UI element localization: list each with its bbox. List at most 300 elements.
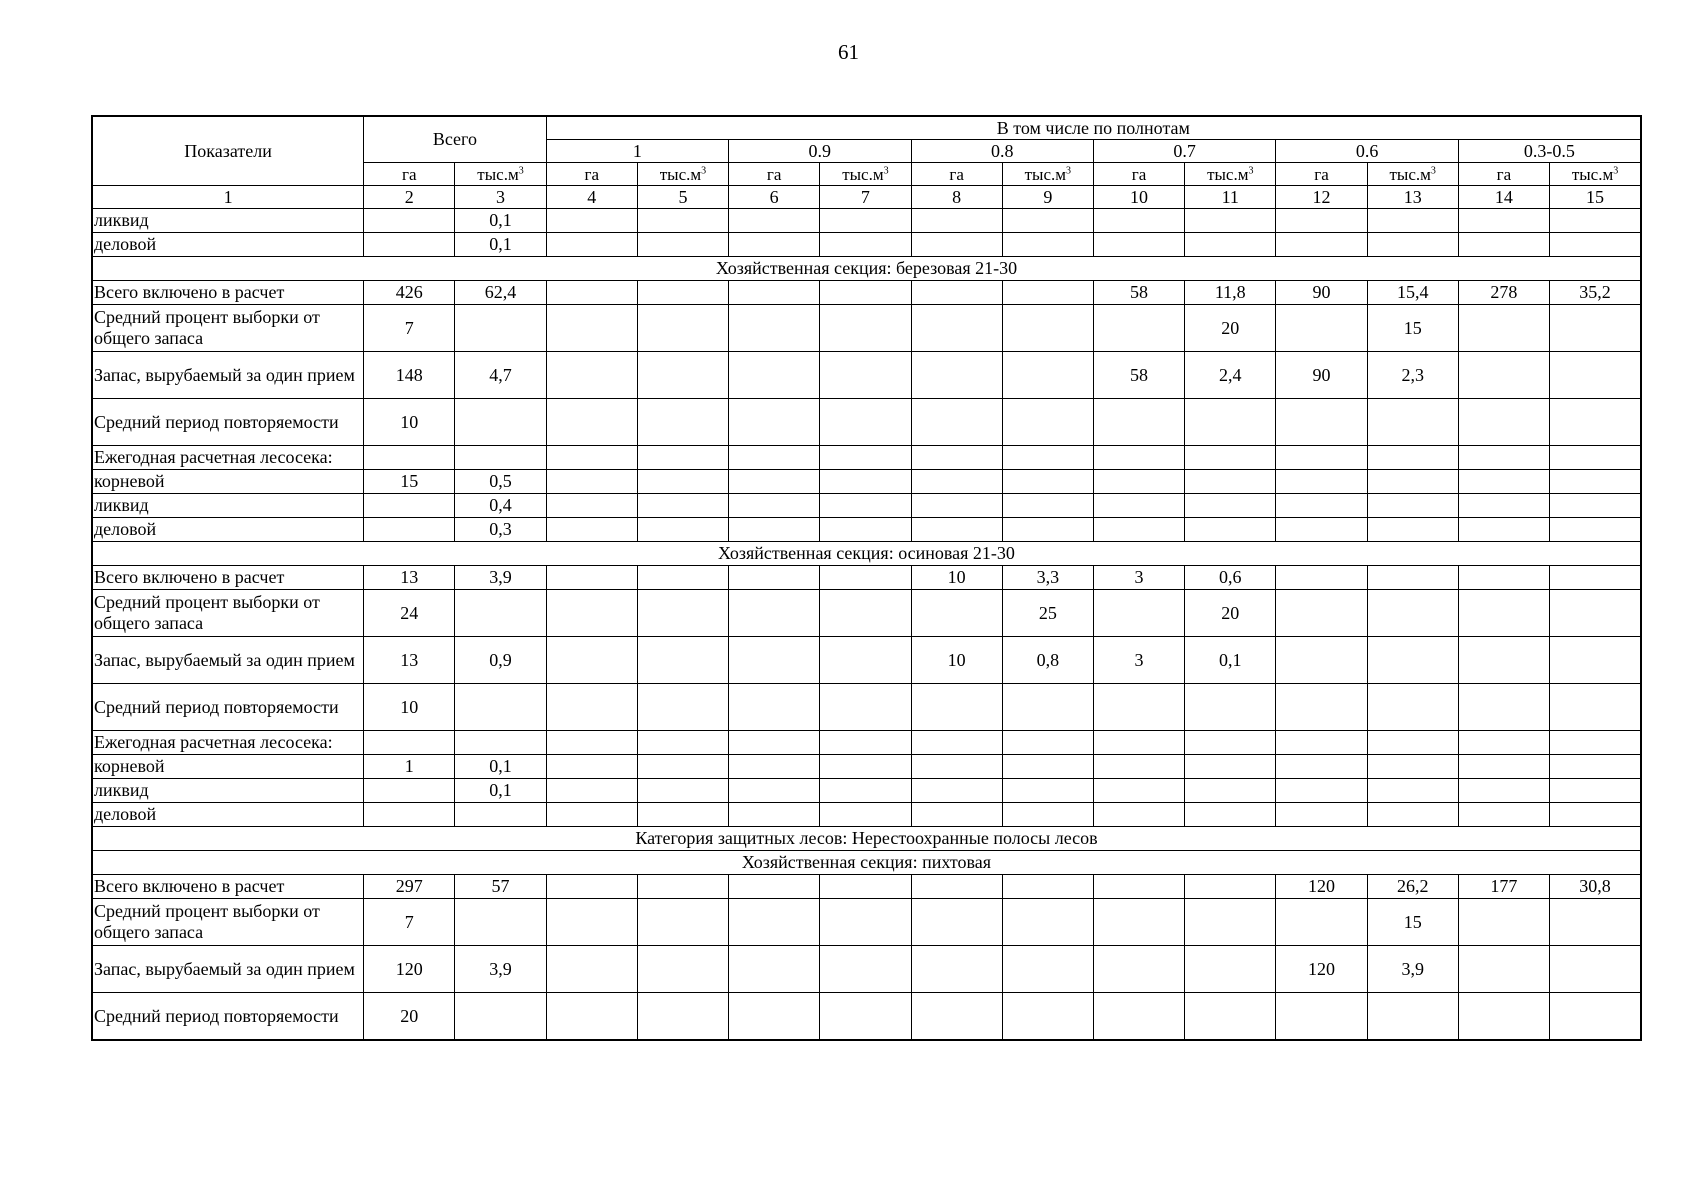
table-cell <box>1550 446 1641 470</box>
table-cell <box>729 209 820 233</box>
table-cell <box>637 803 728 827</box>
table-cell <box>637 446 728 470</box>
table-cell <box>729 352 820 399</box>
table-cell <box>1002 281 1093 305</box>
table-cell: 0,1 <box>455 779 546 803</box>
table-cell: 120 <box>1276 946 1367 993</box>
table-row <box>92 755 1641 779</box>
table-cell <box>1276 209 1367 233</box>
table-cell: 35,2 <box>1550 281 1641 305</box>
table-cell <box>546 566 637 590</box>
table-cell <box>1002 946 1093 993</box>
column-number: 2 <box>364 186 455 209</box>
table-cell <box>729 899 820 946</box>
table-cell <box>1276 399 1367 446</box>
table-cell <box>546 281 637 305</box>
table-header <box>92 116 1641 209</box>
table-cell <box>911 684 1002 731</box>
table-cell: 10 <box>911 637 1002 684</box>
table-cell <box>1002 305 1093 352</box>
table-cell <box>1458 899 1549 946</box>
column-number: 10 <box>1093 186 1184 209</box>
table-cell <box>1276 518 1367 542</box>
table-cell: 20 <box>364 993 455 1041</box>
table-cell: 62,4 <box>455 281 546 305</box>
table-cell <box>1093 803 1184 827</box>
header-indicators: Показатели <box>92 116 364 186</box>
table-cell <box>1093 731 1184 755</box>
table-cell <box>820 305 911 352</box>
table-cell <box>1550 494 1641 518</box>
header-unit-volume <box>1367 163 1458 186</box>
table-cell <box>546 590 637 637</box>
header-unit-volume-text: тыс.м <box>659 164 702 184</box>
table-cell <box>1367 209 1458 233</box>
section-row <box>92 257 1641 281</box>
table-row <box>92 305 1641 352</box>
column-number: 6 <box>729 186 820 209</box>
column-number: 14 <box>1458 186 1549 209</box>
table-cell: 0,8 <box>1002 637 1093 684</box>
table-cell <box>1185 731 1276 755</box>
table-cell <box>729 233 820 257</box>
table-cell <box>1550 399 1641 446</box>
table-cell <box>546 684 637 731</box>
table-cell: 3 <box>1093 566 1184 590</box>
table-cell: 0,1 <box>455 755 546 779</box>
table-cell <box>911 209 1002 233</box>
table-cell <box>1550 946 1641 993</box>
table-cell <box>1367 470 1458 494</box>
header-unit-volume <box>1185 163 1276 186</box>
table-cell: 13 <box>364 566 455 590</box>
table-cell <box>637 731 728 755</box>
table-cell <box>546 946 637 993</box>
table-cell <box>1458 779 1549 803</box>
row-label: ликвид <box>92 209 364 233</box>
section-row <box>92 827 1641 851</box>
table-cell <box>637 875 728 899</box>
table-cell <box>911 446 1002 470</box>
table-cell <box>911 352 1002 399</box>
table-cell <box>911 946 1002 993</box>
table-cell <box>1093 946 1184 993</box>
table-cell: 0,9 <box>455 637 546 684</box>
table-cell <box>1458 637 1549 684</box>
page-number: 61 <box>838 40 859 64</box>
table-cell <box>820 590 911 637</box>
table-cell: 7 <box>364 899 455 946</box>
table-cell <box>546 399 637 446</box>
table-cell <box>1185 803 1276 827</box>
table-cell: 3,9 <box>455 566 546 590</box>
row-label: Всего включено в расчет <box>92 281 364 305</box>
table-cell <box>729 470 820 494</box>
table-cell: 15,4 <box>1367 281 1458 305</box>
table-cell <box>1276 566 1367 590</box>
header-density: 0.9 <box>729 140 911 163</box>
row-label: Средний период повторяемости <box>92 399 364 446</box>
table-cell <box>1550 993 1641 1041</box>
table-cell <box>1550 209 1641 233</box>
table-cell <box>729 946 820 993</box>
table-cell <box>911 494 1002 518</box>
table-cell <box>637 305 728 352</box>
table-cell: 15 <box>364 470 455 494</box>
table-cell <box>1093 875 1184 899</box>
row-label: ликвид <box>92 494 364 518</box>
table-cell <box>729 731 820 755</box>
table-cell <box>1367 518 1458 542</box>
header-including: В том числе по полнотам <box>546 116 1641 140</box>
header-density: 0.8 <box>911 140 1093 163</box>
table-cell <box>546 446 637 470</box>
section-title: Хозяйственная секция: осиновая 21-30 <box>92 542 1641 566</box>
section-title: Хозяйственная секция: березовая 21-30 <box>92 257 1641 281</box>
table-cell <box>820 637 911 684</box>
table-cell <box>455 590 546 637</box>
header-unit-volume-text: тыс.м <box>842 164 884 184</box>
table-cell <box>1458 803 1549 827</box>
row-label: Средний процент выборки от общего запаса <box>92 899 364 946</box>
table-cell: 278 <box>1458 281 1549 305</box>
column-number: 11 <box>1185 186 1276 209</box>
table-cell <box>1367 399 1458 446</box>
table-cell <box>1002 803 1093 827</box>
table-cell <box>820 993 911 1041</box>
column-number: 7 <box>820 186 911 209</box>
table-cell: 20 <box>1185 590 1276 637</box>
table-cell <box>1550 779 1641 803</box>
header-density: 0.3-0.5 <box>1458 140 1641 163</box>
table-cell <box>1093 209 1184 233</box>
table-cell <box>364 209 455 233</box>
table-cell <box>1093 470 1184 494</box>
header-unit-volume <box>1002 163 1093 186</box>
table-cell <box>546 470 637 494</box>
table-cell: 10 <box>364 399 455 446</box>
row-label: деловой <box>92 233 364 257</box>
table-cell: 13 <box>364 637 455 684</box>
table-cell <box>546 993 637 1041</box>
table-cell <box>1550 684 1641 731</box>
table-row <box>92 233 1641 257</box>
table-cell <box>1002 209 1093 233</box>
table-cell: 10 <box>364 684 455 731</box>
table-cell <box>1002 470 1093 494</box>
table-cell <box>546 899 637 946</box>
table-cell <box>1458 684 1549 731</box>
table-cell: 120 <box>364 946 455 993</box>
table-cell <box>1093 779 1184 803</box>
row-label: деловой <box>92 803 364 827</box>
row-label: Ежегодная расчетная лесосека: <box>92 731 364 755</box>
table-cell <box>1550 470 1641 494</box>
row-label: Запас, вырубаемый за один прием <box>92 946 364 993</box>
table-row <box>92 399 1641 446</box>
table-row <box>92 352 1641 399</box>
table-cell <box>820 233 911 257</box>
table-cell <box>729 993 820 1041</box>
table-cell <box>1002 494 1093 518</box>
table-cell <box>1276 494 1367 518</box>
table-cell: 30,8 <box>1550 875 1641 899</box>
table-cell <box>1185 518 1276 542</box>
table-cell <box>729 446 820 470</box>
table-cell: 3,9 <box>455 946 546 993</box>
table-cell <box>1458 993 1549 1041</box>
table-cell <box>729 305 820 352</box>
table-cell <box>1185 899 1276 946</box>
table-cell <box>1276 446 1367 470</box>
table-cell <box>1002 779 1093 803</box>
table-cell <box>637 993 728 1041</box>
table-cell <box>546 875 637 899</box>
table-cell <box>1458 305 1549 352</box>
table-cell <box>911 233 1002 257</box>
header-unit-volume-exponent: 3 <box>1066 164 1072 176</box>
table-cell <box>820 470 911 494</box>
table-cell <box>911 590 1002 637</box>
table-cell <box>729 684 820 731</box>
table-cell <box>637 352 728 399</box>
header-unit-volume-text: тыс.м <box>477 164 519 184</box>
header-unit-volume <box>1550 163 1641 186</box>
table-cell <box>364 803 455 827</box>
table-cell: 177 <box>1458 875 1549 899</box>
table-cell <box>729 590 820 637</box>
table-cell <box>1550 731 1641 755</box>
table-cell: 7 <box>364 305 455 352</box>
header-unit-volume-text: тыс.м <box>1571 164 1614 184</box>
table-cell: 120 <box>1276 875 1367 899</box>
table-cell: 3,9 <box>1367 946 1458 993</box>
table-cell <box>546 352 637 399</box>
header-unit-ha: га <box>911 163 1002 186</box>
table-cell <box>364 233 455 257</box>
table-cell: 90 <box>1276 352 1367 399</box>
table-cell <box>1002 875 1093 899</box>
table-cell <box>1093 684 1184 731</box>
table-cell <box>1093 233 1184 257</box>
table-cell <box>1458 946 1549 993</box>
table-cell <box>455 684 546 731</box>
table-cell <box>729 779 820 803</box>
table-cell <box>1002 899 1093 946</box>
table-cell <box>1550 352 1641 399</box>
table-row <box>92 446 1641 470</box>
table-cell: 15 <box>1367 899 1458 946</box>
table-cell <box>1093 590 1184 637</box>
column-number: 15 <box>1550 186 1641 209</box>
table-cell <box>637 399 728 446</box>
section-title: Категория защитных лесов: Нерестоохранные полосы лесов <box>92 827 1641 851</box>
table-cell <box>1185 875 1276 899</box>
table-cell <box>1550 803 1641 827</box>
table-cell <box>1185 209 1276 233</box>
column-number: 1 <box>92 186 364 209</box>
table-cell <box>1276 590 1367 637</box>
table-cell <box>637 566 728 590</box>
table-cell <box>637 946 728 993</box>
table-cell <box>1093 494 1184 518</box>
row-label: Всего включено в расчет <box>92 875 364 899</box>
table-cell <box>364 518 455 542</box>
table-cell <box>1185 233 1276 257</box>
table-cell <box>1093 305 1184 352</box>
row-label: Запас, вырубаемый за один прием <box>92 637 364 684</box>
table-cell <box>1185 779 1276 803</box>
table-row <box>92 518 1641 542</box>
table-cell <box>1367 684 1458 731</box>
table-cell <box>364 446 455 470</box>
table-cell: 4,7 <box>455 352 546 399</box>
table-cell <box>1093 899 1184 946</box>
table-cell <box>1458 209 1549 233</box>
table-cell <box>1458 590 1549 637</box>
column-number: 12 <box>1276 186 1367 209</box>
table-cell <box>1276 731 1367 755</box>
table-cell <box>820 899 911 946</box>
table-cell <box>455 305 546 352</box>
table-cell <box>1367 233 1458 257</box>
table-cell: 10 <box>911 566 1002 590</box>
table-cell <box>911 899 1002 946</box>
table-cell <box>1002 684 1093 731</box>
table-row <box>92 494 1641 518</box>
header-unit-volume-text: тыс.м <box>1389 164 1431 184</box>
table-cell <box>1276 637 1367 684</box>
table-cell <box>546 305 637 352</box>
table-cell <box>1002 446 1093 470</box>
table-cell: 0,6 <box>1185 566 1276 590</box>
table-cell <box>729 399 820 446</box>
table-cell <box>546 518 637 542</box>
table-cell <box>546 494 637 518</box>
table-cell <box>1185 399 1276 446</box>
table-cell <box>1276 684 1367 731</box>
table-cell <box>1367 590 1458 637</box>
table-cell: 58 <box>1093 352 1184 399</box>
table-cell <box>729 637 820 684</box>
table-cell <box>1550 305 1641 352</box>
table-cell: 148 <box>364 352 455 399</box>
table-cell <box>1367 566 1458 590</box>
table-cell: 3,3 <box>1002 566 1093 590</box>
table-cell <box>1367 779 1458 803</box>
table-cell <box>1276 779 1367 803</box>
table-cell <box>911 993 1002 1041</box>
table-cell <box>820 946 911 993</box>
header-unit-ha: га <box>1458 163 1549 186</box>
table-cell <box>1550 590 1641 637</box>
table-cell <box>1185 470 1276 494</box>
header-unit-ha: га <box>729 163 820 186</box>
table-cell: 25 <box>1002 590 1093 637</box>
table-body <box>92 209 1641 1041</box>
table-cell: 3 <box>1093 637 1184 684</box>
table-cell <box>820 684 911 731</box>
header-unit-volume-exponent: 3 <box>1248 164 1254 176</box>
row-label: Ежегодная расчетная лесосека: <box>92 446 364 470</box>
table-cell <box>1276 305 1367 352</box>
table-cell <box>1002 731 1093 755</box>
row-label: Средний период повторяемости <box>92 684 364 731</box>
table-cell <box>1276 993 1367 1041</box>
column-number: 8 <box>911 186 1002 209</box>
table-cell <box>911 399 1002 446</box>
table-cell: 2,4 <box>1185 352 1276 399</box>
table-cell <box>729 755 820 779</box>
header-unit-ha: га <box>364 163 455 186</box>
table-cell: 24 <box>364 590 455 637</box>
table-cell <box>1367 993 1458 1041</box>
table-cell <box>911 803 1002 827</box>
table-cell <box>729 494 820 518</box>
table-cell <box>729 518 820 542</box>
table-cell <box>820 352 911 399</box>
table-cell <box>1002 352 1093 399</box>
table-cell <box>729 566 820 590</box>
table-cell <box>637 684 728 731</box>
table-row <box>92 875 1641 899</box>
table-cell <box>364 779 455 803</box>
table-cell <box>1458 233 1549 257</box>
header-unit-volume-exponent: 3 <box>1613 164 1619 176</box>
row-label: деловой <box>92 518 364 542</box>
table-cell <box>364 731 455 755</box>
table-cell <box>637 590 728 637</box>
table-cell: 11,8 <box>1185 281 1276 305</box>
table-row <box>92 803 1641 827</box>
section-title: Хозяйственная секция: пихтовая <box>92 851 1641 875</box>
table-cell <box>1002 755 1093 779</box>
table-cell <box>911 305 1002 352</box>
table-cell: 297 <box>364 875 455 899</box>
table-cell <box>1002 518 1093 542</box>
table-cell: 0,1 <box>455 233 546 257</box>
section-row <box>92 851 1641 875</box>
header-unit-volume-exponent: 3 <box>701 164 707 176</box>
table-cell <box>1185 755 1276 779</box>
row-label: Средний процент выборки от общего запаса <box>92 305 364 352</box>
table-cell <box>1458 470 1549 494</box>
column-number: 4 <box>546 186 637 209</box>
table-cell <box>1093 446 1184 470</box>
column-number: 13 <box>1367 186 1458 209</box>
table-cell: 58 <box>1093 281 1184 305</box>
table-cell <box>455 803 546 827</box>
table-cell <box>1458 494 1549 518</box>
table-cell: 0,4 <box>455 494 546 518</box>
header-unit-volume <box>820 163 911 186</box>
table-cell <box>1276 899 1367 946</box>
table-cell <box>1458 566 1549 590</box>
table-cell <box>729 281 820 305</box>
table-cell <box>1002 399 1093 446</box>
table-cell <box>637 779 728 803</box>
table-row <box>92 731 1641 755</box>
table-cell <box>1093 755 1184 779</box>
table-cell <box>364 494 455 518</box>
table-cell <box>546 637 637 684</box>
table-cell <box>1093 399 1184 446</box>
table-cell <box>1093 993 1184 1041</box>
table-cell <box>1276 755 1367 779</box>
header-unit-volume-exponent: 3 <box>883 164 889 176</box>
table-cell: 57 <box>455 875 546 899</box>
table-cell <box>1550 755 1641 779</box>
